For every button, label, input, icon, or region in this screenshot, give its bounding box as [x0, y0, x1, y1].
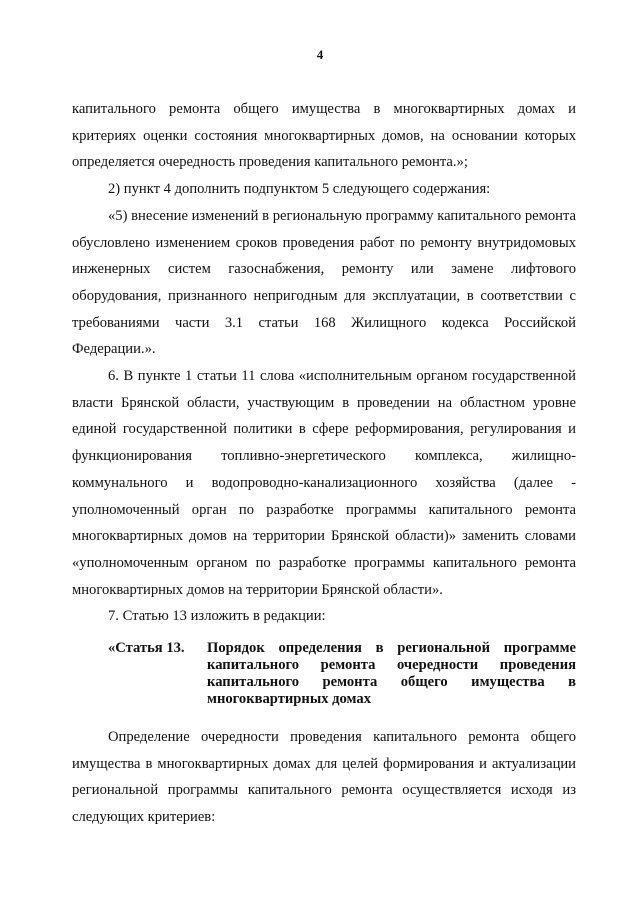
article-title-line: капитального ремонта общего имущества в	[207, 674, 576, 691]
document-body	[72, 96, 576, 831]
paragraph-continuation: капитального ремонта общего имущества в многоквартирных домах и критериях оценки состояния многоквартирных домов, на основании которых определяется очередность проведения капитального ремонта.»;	[72, 101, 576, 171]
article-heading	[72, 640, 576, 708]
article-title-line: капитального ремонта очередности проведения	[207, 657, 576, 674]
paragraph-subitem-5: «5) внесение изменений в региональную программу капитального ремонта обусловлено изменением сроков проведения работ по ремонту внутридомовых инженерных систем газоснабжения, ремонту или замене лифтового оборудования, признанного непригодным для эксплуатации, в соответствии с требованиями части 3.1 статьи 168 Жилищного кодекса Российской Федерации.».	[72, 207, 576, 358]
page-number: 4	[316, 47, 324, 62]
article-title-line: Порядок определения в региональной программе	[207, 640, 576, 657]
paragraph-item-7: 7. Статью 13 изложить в редакции:	[108, 608, 326, 625]
article-title	[207, 640, 576, 708]
paragraph-item-2: 2) пункт 4 дополнить подпунктом 5 следующего содержания:	[108, 181, 491, 198]
article-label: «Статья 13.	[108, 640, 185, 657]
article-title-line: многоквартирных домах	[207, 691, 371, 708]
paragraph-item-6: 6. В пункте 1 статьи 11 слова «исполнительным органом государственной власти Брянской области, участвующим в проведении на областном уровне единой государственной политики в сфере реформирования, регулирования и функционирования топливно-энергетического комплекса, жилищно-коммунального и водопроводно-канализационного хозяйства (далее - уполномоченный орган по разработке программы капитального ремонта многоквартирных домов на территории Брянской области)» заменить словами «уполномоченным органом по разработке программы капитального ремонта многоквартирных домов на территории Брянской области».	[72, 368, 576, 598]
paragraph-article-body: Определение очередности проведения капитального ремонта общего имущества в многоквартирных домах для целей формирования и актуализации региональной программы капитального ремонта осуществляется исходя из следующих критериев:	[72, 729, 576, 826]
